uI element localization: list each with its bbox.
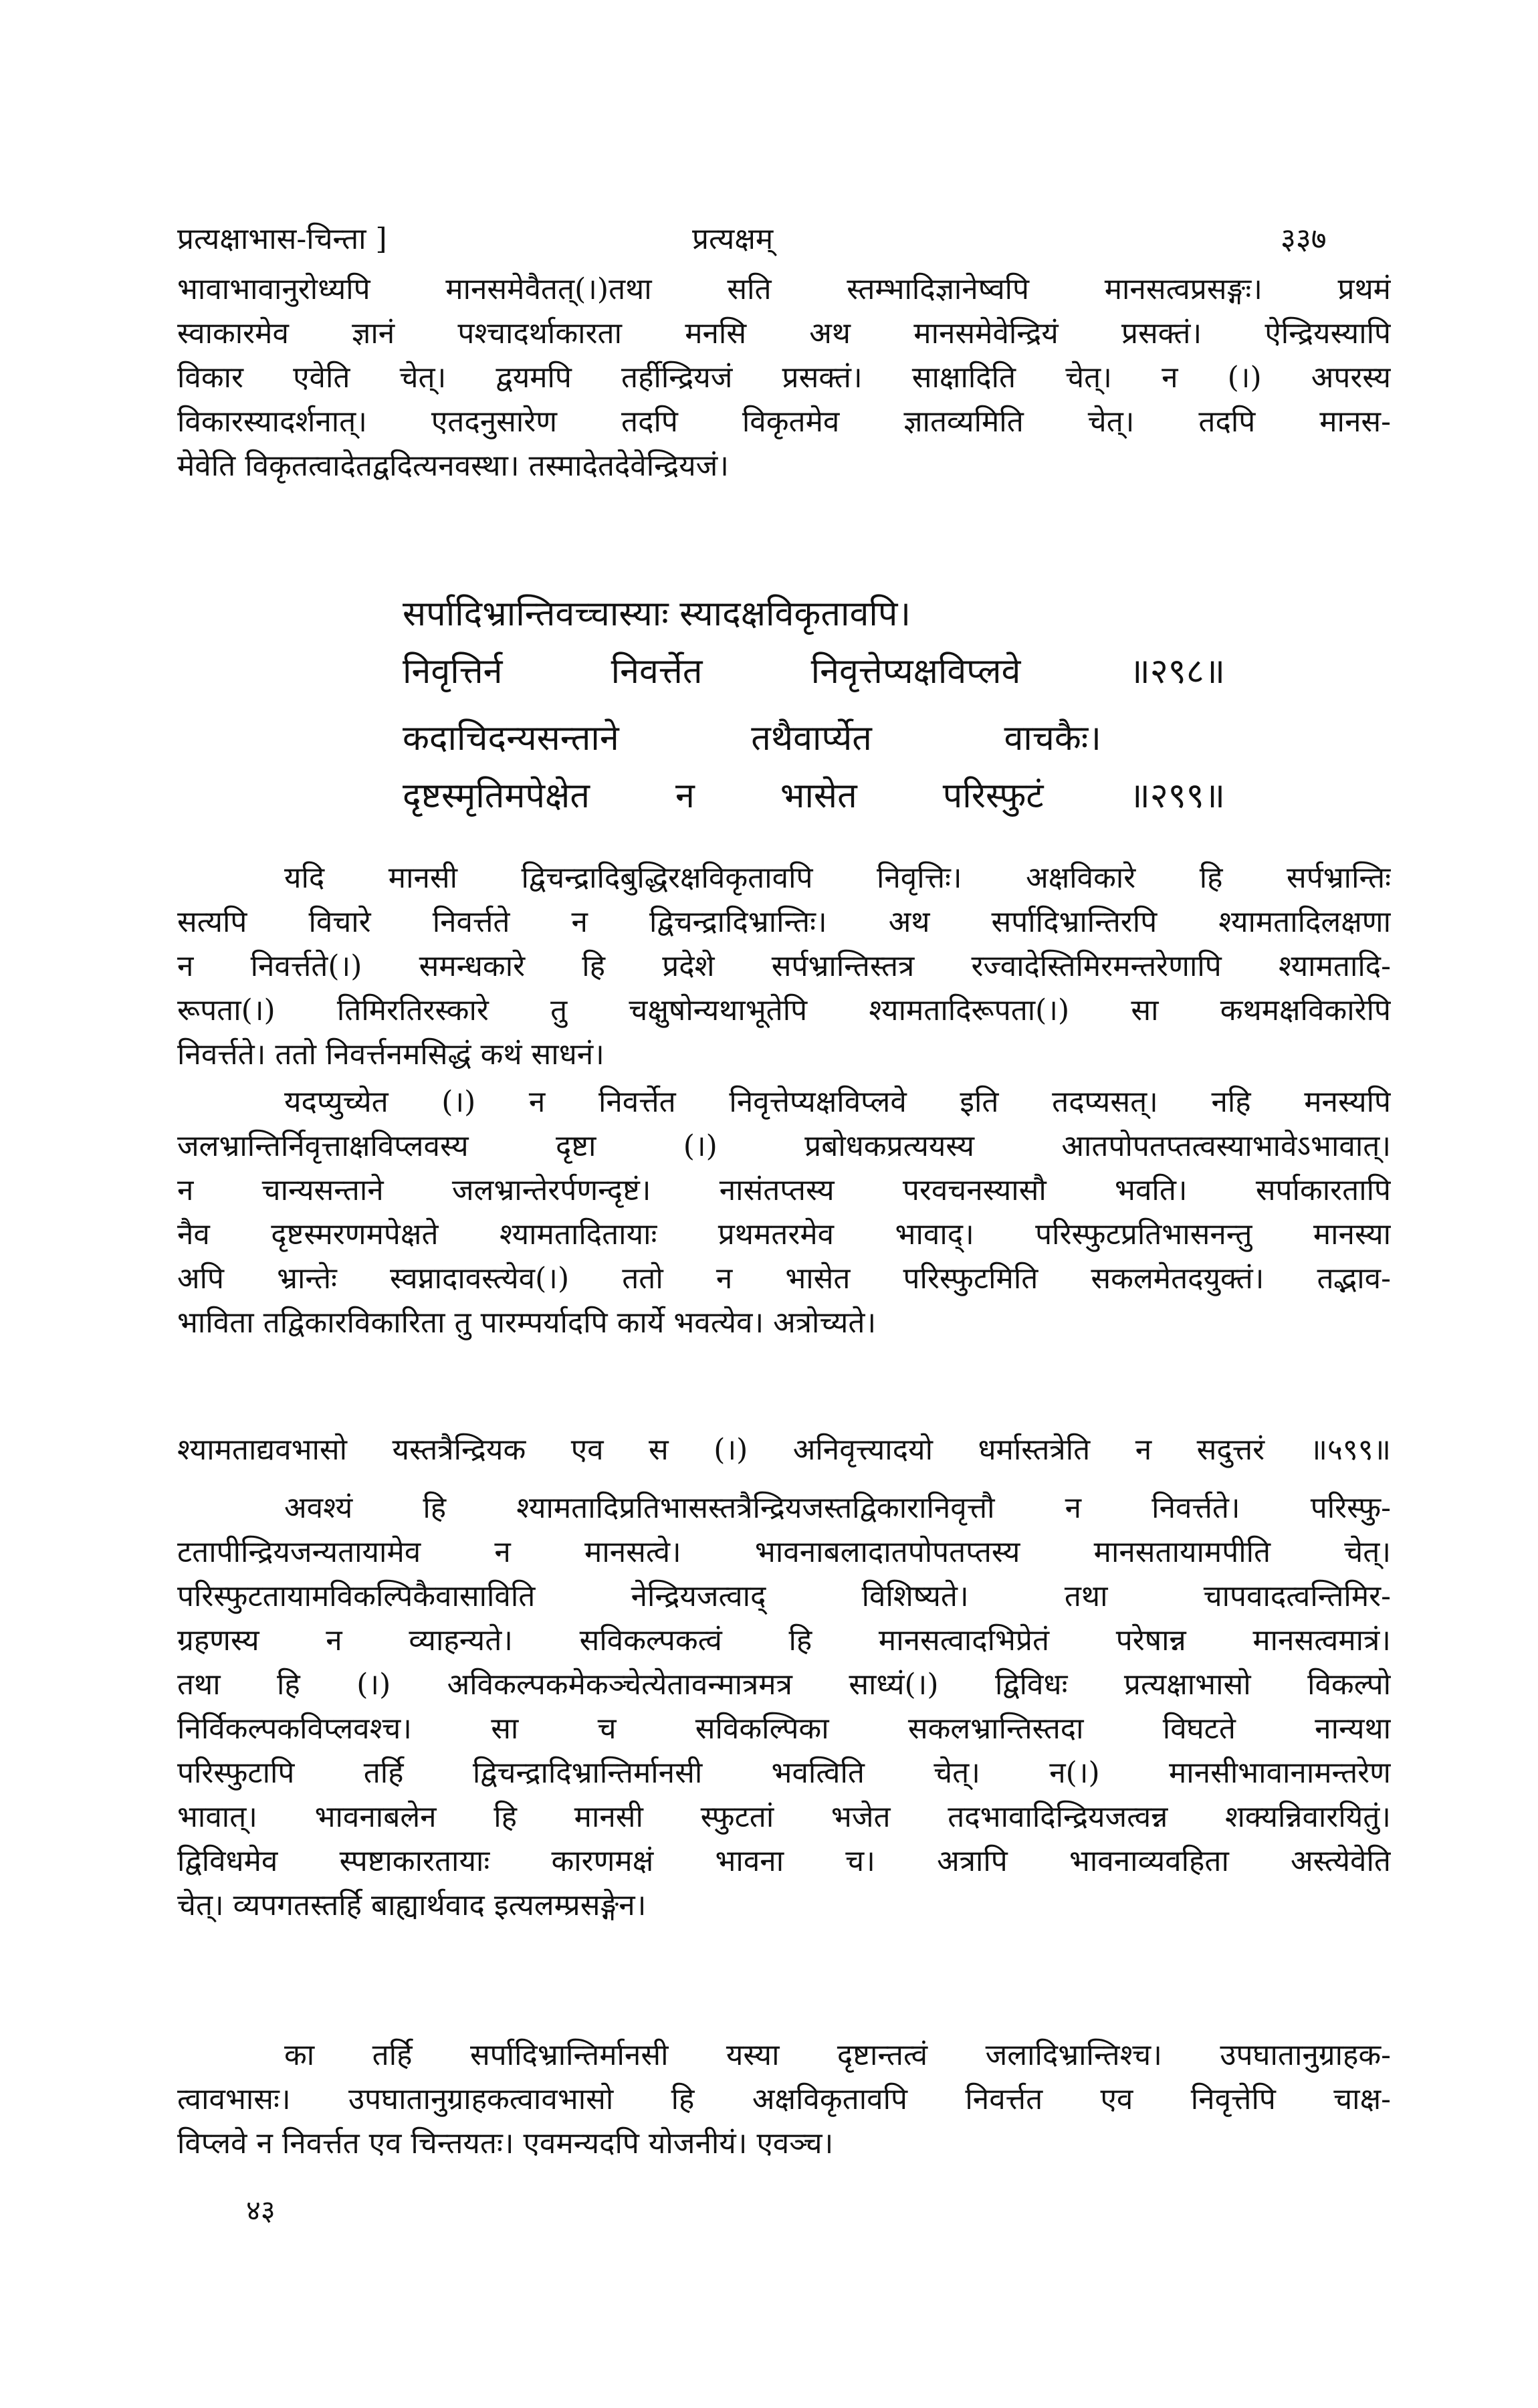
paragraph-1 [177,268,1391,488]
para3-line: नैव दृष्टस्मरणमपेक्षते श्यामतादितायाः प्रथमतरमेव भावाद्। परिस्फुटप्रतिभासनन्तु मानस्या [177,1217,1391,1251]
para2-line: सत्यपि विचारे निवर्त्तते न द्विचन्द्रादिभ्रान्तिः। अथ सर्पादिभ्रान्तिरपि श्यामतादिलक्षणा [177,905,1391,939]
running-head-title: प्रत्यक्षम् [692,222,774,256]
para3-line: न चान्यसन्ताने जलभ्रान्तेरर्पणन्दृष्टं। नासंतप्तस्य परवचनस्यासौ भवति। सर्पाकारतापि [177,1173,1391,1207]
para3-line: जलभ्रान्तिर्निवृत्ताक्षविप्लवस्य दृष्टा (।) प्रबोधकप्रत्ययस्य आतपोपतप्तत्वस्याभावेऽभावात्। [177,1129,1391,1163]
para3-line: भाविता तद्विकारविकारिता तु पारम्पर्यादपि कार्ये भवत्येव। अत्रोच्यते। [177,1306,877,1340]
paragraph-4 [177,1486,1391,1928]
para5-line: विप्लवे न निवर्त्तत एव चिन्तयतः। एवमन्यदपि योजनीयं। एवञ्च। [177,2126,834,2161]
verse-pada: दृष्टस्मृतिमपेक्षेत न भासेत परिस्फुटं ॥२९९॥ [403,776,1225,816]
para5-line: त्वावभासः। उपघातानुग्राहकत्वावभासो हि अक्षविकृतावपि निवर्त्तत एव निवृत्तेपि चाक्ष- [177,2082,1391,2116]
para1-line: स्वाकारमेव ज्ञानं पश्चादर्थाकारता मनसि अथ मानसमेवेन्द्रियं प्रसक्तं। ऐन्द्रियस्यापि [177,316,1391,350]
verse-pada: निवृत्तिर्न निवर्त्तेत निवृत्तेप्यक्षविप्लवे ॥२९८॥ [403,651,1225,692]
verse-line-text: श्यामताद्यवभासो यस्तत्रैन्द्रियक एव स (।) अनिवृत्त्यादयो धर्मास्तत्रेति न सदुत्तरं ॥५९९॥ [177,1433,1391,1467]
para1-line: भावाभावानुरोध्यपि मानसमेवैतत्(।)तथा सति स्तम्भादिज्ञानेष्वपि मानसत्वप्रसङ्गः। प्रथमं [177,272,1391,306]
para2-line: यदि मानसी द्विचन्द्रादिबुद्धिरक्षविकृतावपि निवृत्तिः। अक्षविकारे हि सर्पभ्रान्तिः [284,861,1391,895]
para4-line: परिस्फुटापि तर्हि द्विचन्द्रादिभ्रान्तिर्मानसी भवत्विति चेत्। न(।) मानसीभावानामन्तरेण [177,1756,1391,1790]
para2-line: निवर्त्तते। ततो निवर्त्तनमसिद्धं कथं साधनं। [177,1037,605,1072]
para4-line: तथा हि (।) अविकल्पकमेकञ्चेत्येतावन्मात्रमत्र साध्यं(।) द्विविधः प्रत्यक्षाभासो विकल्पो [177,1668,1391,1702]
para4-line: भावात्। भावनाबलेन हि मानसी स्फुटतां भजेत तदभावादिन्द्रियजत्वन्न शक्यन्निवारयितुं। [177,1800,1391,1834]
running-head-section: प्रत्यक्षाभास-चिन्ता ] [177,222,387,256]
para5-line: का तर्हि सर्पादिभ्रान्तिर्मानसी यस्या दृष्टान्तत्वं जलादिभ्रान्तिश्च। उपघातानुग्राहक- [284,2038,1391,2072]
para1-line: विकार एवेति चेत्। द्वयमपि तर्हीन्द्रियजं प्रसक्तं। साक्षादिति चेत्। न (।) अपरस्य [177,361,1391,395]
verse-block [403,585,1225,825]
para4-line: निर्विकल्पकविप्लवश्च। सा च सविकल्पिका सकलभ्रान्तिस्तदा विघटते नान्यथा [177,1712,1391,1746]
para4-line: ग्रहणस्य न व्याहन्यते। सविकल्पकत्वं हि मानसत्वादभिप्रेतं परेषान्न मानसत्वमात्रं। [177,1623,1391,1658]
paragraph-5 [177,2033,1391,2166]
page-number: ३३७ [1281,222,1327,256]
verse-pada: सर्पादिभ्रान्तिवच्चास्याः स्यादक्षविकृतावपि। [403,594,911,634]
para4-line: अवश्यं हि श्यामतादिप्रतिभासस्तत्रैन्द्रियजस्तद्विकारानिवृत्तौ न निवर्त्तते। परिस्फु- [284,1491,1391,1525]
para1-line: मेवेति विकृतत्वादेतद्वदित्यनवस्था। तस्मादेतदेवेन्द्रियजं। [177,449,729,483]
para2-line: रूपता(।) तिमिरतिरस्कारे तु चक्षुषोन्यथाभूतेपि श्यामतादिरूपता(।) सा कथमक्षविकारेपि [177,993,1391,1027]
para4-line: चेत्। व्यपगतस्तर्हि बाह्यार्थवाद इत्यलम्प्रसङ्गेन। [177,1888,647,1922]
signature-mark: ४३ [246,2194,276,2227]
para1-line: विकारस्यादर्शनात्। एतदनुसारेण तदपि विकृतमेव ज्ञातव्यमिति चेत्। तदपि मानस- [177,405,1391,439]
para4-line: द्विविधमेव स्पष्टाकारतायाः कारणमक्षं भावना च। अत्रापि भावनाव्यवहिता अस्त्येवेति [177,1844,1391,1878]
para2-line: न निवर्त्तते(।) समन्धकारे हि प्रदेशे सर्पभ्रान्तिस्तत्र रज्वादेस्तिमिरमन्तरेणापि श्यामतादि- [177,949,1391,983]
paragraph-3 [177,1080,1391,1345]
para4-line: परिस्फुटतायामविकल्पिकैवासाविति नेन्द्रियजत्वाद् विशिष्यते। तथा चापवादत्वन्तिमिर- [177,1579,1391,1613]
verse-line [177,1428,1391,1472]
para4-line: टतापीन्द्रियजन्यतायामेव न मानसत्वे। भावनाबलादातपोपतप्तस्य मानसतायामपीति चेत्। [177,1535,1391,1569]
para3-line: यदप्युच्येत (।) न निवर्त्तेत निवृत्तेप्यक्षविप्लवे इति तदप्यसत्। नहि मनस्यपि [284,1085,1391,1119]
paragraph-2 [177,856,1391,1077]
verse-pada: कदाचिदन्यसन्ताने तथैवार्प्येत वाचकैः। [403,718,1101,759]
para3-line: अपि भ्रान्तेः स्वप्नादावस्त्येव(।) ततो न भासेत परिस्फुटमिति सकलमेतदयुक्तं। तद्भाव- [177,1262,1391,1296]
